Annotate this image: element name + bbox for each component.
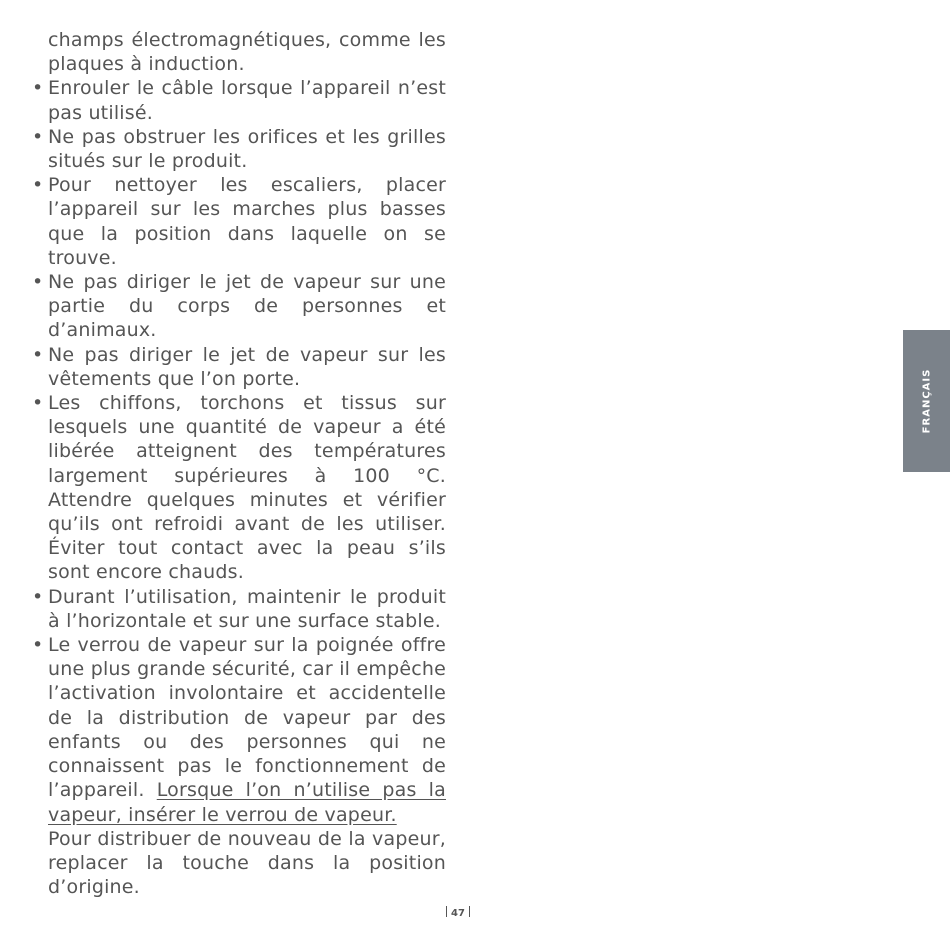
language-side-tab [903,330,950,472]
bullet-item: • Ne pas obstruer les orifices et les grilles situés sur le produit. [32,125,446,173]
page-number-right-bar [469,906,470,917]
page-number-value: 47 [451,908,465,919]
instructions-text [32,28,446,899]
continuation-paragraph: champs électromagnétiques, comme les plaques à induction. [48,29,446,76]
steam-lock-followup-text: Pour distribuer de nouveau de la vapeur, replacer la touche dans la position d’origine. [48,827,446,899]
page-number-left-bar [446,906,447,917]
bullet-item: • Les chiffons, torchons et tissus sur lesquels une quantité de vapeur a été libérée atteignent des températures largement supérieures à 100 °C. Attendre quelques minutes et vérifier qu’ils ont refroidi avant de les utiliser. Éviter tout contact avec la peau s’ils sont encore chauds. [32,391,446,585]
steam-lock-underlined-text: Lorsque l’on n’utilise pas la vapeur, insérer le verrou de vapeur. [48,779,446,826]
safety-bullet-list [32,76,446,899]
bullet-item-steam-lock [32,633,446,899]
bullet-item: • Enrouler le câble lorsque l’appareil n’est pas utilisé. [32,76,446,124]
steam-lock-text: Le verrou de vapeur sur la poignée offre une plus grande sécurité, car il empêche l’activation involontaire et accidentelle de la distribution de vapeur par des enfants ou des personnes qui ne connaissent pas le fonctionnement de l’appareil. [48,634,446,802]
bullet-item: • Pour nettoyer les escaliers, placer l’appareil sur les marches plus basses que la position dans laquelle on se trouve. [32,173,446,270]
bullet-item: • Ne pas diriger le jet de vapeur sur une partie du corps de personnes et d’animaux. [32,270,446,343]
bullet-item: • Ne pas diriger le jet de vapeur sur les vêtements que l’on porte. [32,343,446,391]
bullet-item: • Durant l’utilisation, maintenir le produit à l’horizontale et sur une surface stable. [32,585,446,633]
page-number [425,906,491,919]
language-label: FRANÇAIS [921,368,932,434]
